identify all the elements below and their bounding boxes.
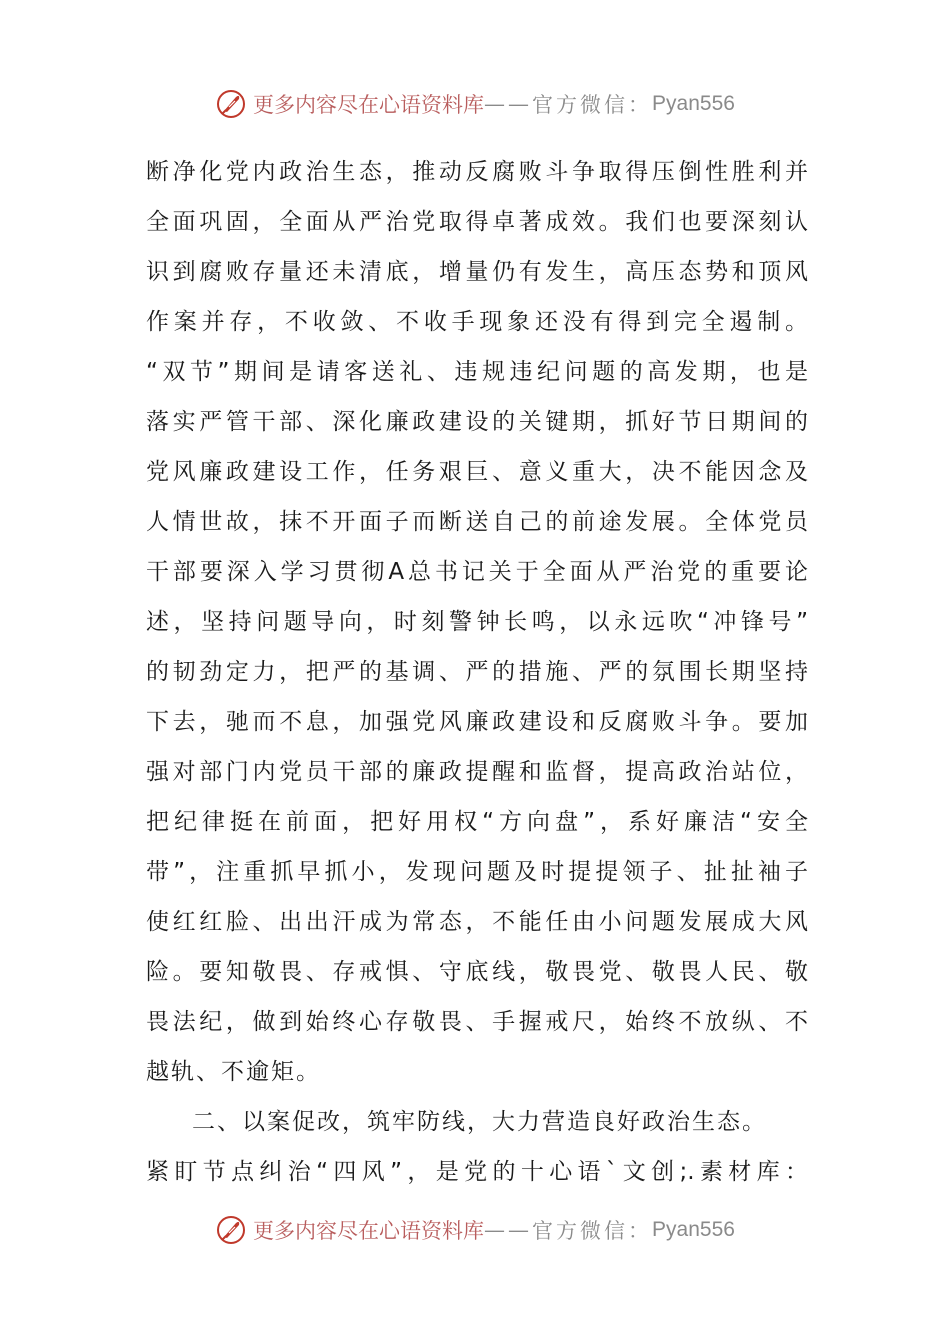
quill-logo-icon <box>215 88 247 120</box>
document-body <box>146 147 808 1197</box>
text-line: 人情世故，抹不开面子而断送自己的前途发展。全体党员 <box>146 509 808 535</box>
text-line: 全面巩固，全面从严治党取得卓著成效。我们也要深刻认 <box>146 209 808 235</box>
footer-wechat-label: 官方微信： <box>532 1219 653 1243</box>
footer-wechat-id: Pyan556 <box>652 1218 735 1241</box>
header-dash: —— <box>484 92 533 116</box>
footer-brand: 更多内容尽在心语资料库 <box>253 1219 485 1243</box>
text-line: 险。要知敬畏、存戒惧、守底线，敬畏党、敬畏人民、敬 <box>146 959 808 985</box>
text-line: 识到腐败存量还未清底，增量仍有发生，高压态势和顶风 <box>146 259 808 285</box>
text-line: 作案并存，不收敛、不收手现象还没有得到完全遏制。 <box>146 309 808 335</box>
text-line: 落实严管干部、深化廉政建设的关键期，抓好节日期间的 <box>146 409 808 435</box>
quill-logo-icon <box>215 1214 247 1246</box>
header-wechat-label: 官方微信： <box>532 93 653 117</box>
text-line: 使红红脸、出出汗成为常态，不能任由小问题发展成大风 <box>146 909 808 935</box>
text-line: 强对部门内党员干部的廉政提醒和监督，提高政治站位， <box>146 759 808 785</box>
text-line: 把纪律挺在前面，把好用权“方向盘”，系好廉洁“安全 <box>146 809 808 835</box>
text-line: “双节”期间是请客送礼、违规违纪问题的高发期，也是 <box>146 359 808 385</box>
paragraph-1 <box>146 147 808 1097</box>
footer-watermark <box>0 1210 950 1250</box>
header-brand: 更多内容尽在心语资料库 <box>253 93 485 117</box>
text-line: 的韧劲定力，把严的基调、严的措施、严的氛围长期坚持 <box>146 659 808 685</box>
text-line: 断净化党内政治生态，推动反腐败斗争取得压倒性胜利并 <box>146 159 808 185</box>
text-line: 党风廉政建设工作，任务艰巨、意义重大，决不能因念及 <box>146 459 808 485</box>
text-line: 越轨、不逾矩。 <box>146 1059 321 1085</box>
header-watermark <box>0 84 950 124</box>
header-wechat-id: Pyan556 <box>652 92 735 115</box>
paragraph-2 <box>146 1097 808 1197</box>
section-heading-line: 二、以案促改，筑牢防线，大力营造良好政治生态。 <box>192 1109 767 1135</box>
text-line: 带”，注重抓早抓小，发现问题及时提提领子、扯扯袖子 <box>146 859 808 885</box>
text-line: 畏法纪，做到始终心存敬畏、手握戒尺，始终不放纵、不 <box>146 1009 808 1035</box>
text-line: 述，坚持问题导向，时刻警钟长鸣，以永远吹“冲锋号” <box>146 609 808 635</box>
text-line: 干部要深入学习贯彻A总书记关于全面从严治党的重要论 <box>146 559 808 585</box>
text-line: 下去，驰而不息，加强党风廉政建设和反腐败斗争。要加 <box>146 709 808 735</box>
text-line: 紧盯节点纠治“四风”，是党的十心语`文创;.素材库： <box>146 1159 808 1185</box>
footer-dash: —— <box>484 1218 533 1242</box>
